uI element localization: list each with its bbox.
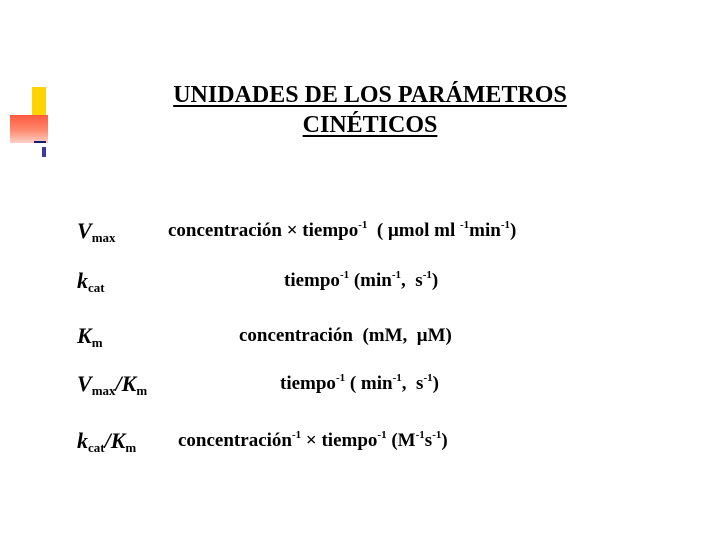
superscript-exponent: -1 xyxy=(339,269,350,281)
param-units xyxy=(239,325,452,347)
param-symbol xyxy=(77,218,116,246)
param-letter-2: K xyxy=(110,428,126,453)
units-text: ) xyxy=(431,270,439,291)
superscript-exponent: -1 xyxy=(500,219,510,231)
units-text: ( μmol ml xyxy=(367,220,460,241)
param-units xyxy=(284,270,438,292)
superscript-exponent: -1 xyxy=(358,219,368,231)
units-text: s xyxy=(424,430,433,451)
units-text: (min xyxy=(349,270,392,291)
param-letter: V xyxy=(77,218,92,243)
param-symbol xyxy=(77,268,105,296)
param-units xyxy=(168,220,516,242)
superscript-exponent: -1 xyxy=(392,372,402,384)
decor-red-square xyxy=(10,115,48,143)
decor-navy-line xyxy=(34,141,46,143)
param-letter: k xyxy=(77,268,88,293)
param-symbol xyxy=(77,371,147,399)
param-slash: / xyxy=(104,428,111,453)
superscript-exponent: -1 xyxy=(432,429,442,441)
param-subscript: max xyxy=(91,230,116,245)
param-units xyxy=(280,373,439,395)
units-text: concentración xyxy=(178,430,292,451)
param-subscript-2: m xyxy=(125,440,137,455)
decor-yellow-square xyxy=(32,87,46,117)
units-text: min xyxy=(469,220,501,241)
units-text: ) xyxy=(510,220,517,241)
superscript-exponent: -1 xyxy=(415,429,425,441)
units-text: concentración × tiempo xyxy=(168,220,359,241)
units-text: concentración (mM, μM) xyxy=(239,325,452,346)
param-subscript: cat xyxy=(88,440,105,455)
title-line-2: CINÉTICOS xyxy=(302,112,438,138)
param-subscript: cat xyxy=(88,280,105,295)
superscript-exponent: -1 xyxy=(335,372,346,384)
units-text: , s xyxy=(401,270,423,291)
param-letter: V xyxy=(77,371,92,396)
param-subscript: m xyxy=(91,335,103,350)
param-subscript: max xyxy=(91,383,116,398)
units-text: ) xyxy=(432,373,439,394)
param-symbol xyxy=(77,428,136,456)
param-slash: / xyxy=(115,371,122,396)
param-units xyxy=(178,430,448,452)
param-letter: K xyxy=(77,323,92,348)
units-text: tiempo xyxy=(284,270,340,291)
superscript-exponent: -1 xyxy=(423,372,433,384)
title-line-1: UNIDADES DE LOS PARÁMETROS xyxy=(173,82,567,108)
units-text: , s xyxy=(401,373,424,394)
param-symbol xyxy=(77,323,103,351)
param-subscript-2: m xyxy=(136,383,148,398)
units-text: × tiempo xyxy=(301,430,378,451)
units-text: tiempo xyxy=(280,373,336,394)
param-letter-2: K xyxy=(121,371,137,396)
units-text: ( min xyxy=(345,373,393,394)
units-text: ) xyxy=(441,430,448,451)
superscript-exponent: -1 xyxy=(391,269,402,281)
superscript-exponent: -1 xyxy=(377,429,387,441)
decor-blue-square xyxy=(42,147,46,157)
superscript-exponent: -1 xyxy=(291,429,302,441)
superscript-exponent: -1 xyxy=(422,269,432,281)
slide-title xyxy=(140,80,600,140)
superscript-exponent: -1 xyxy=(459,219,470,231)
units-text: (M xyxy=(386,430,416,451)
param-letter: k xyxy=(77,428,88,453)
